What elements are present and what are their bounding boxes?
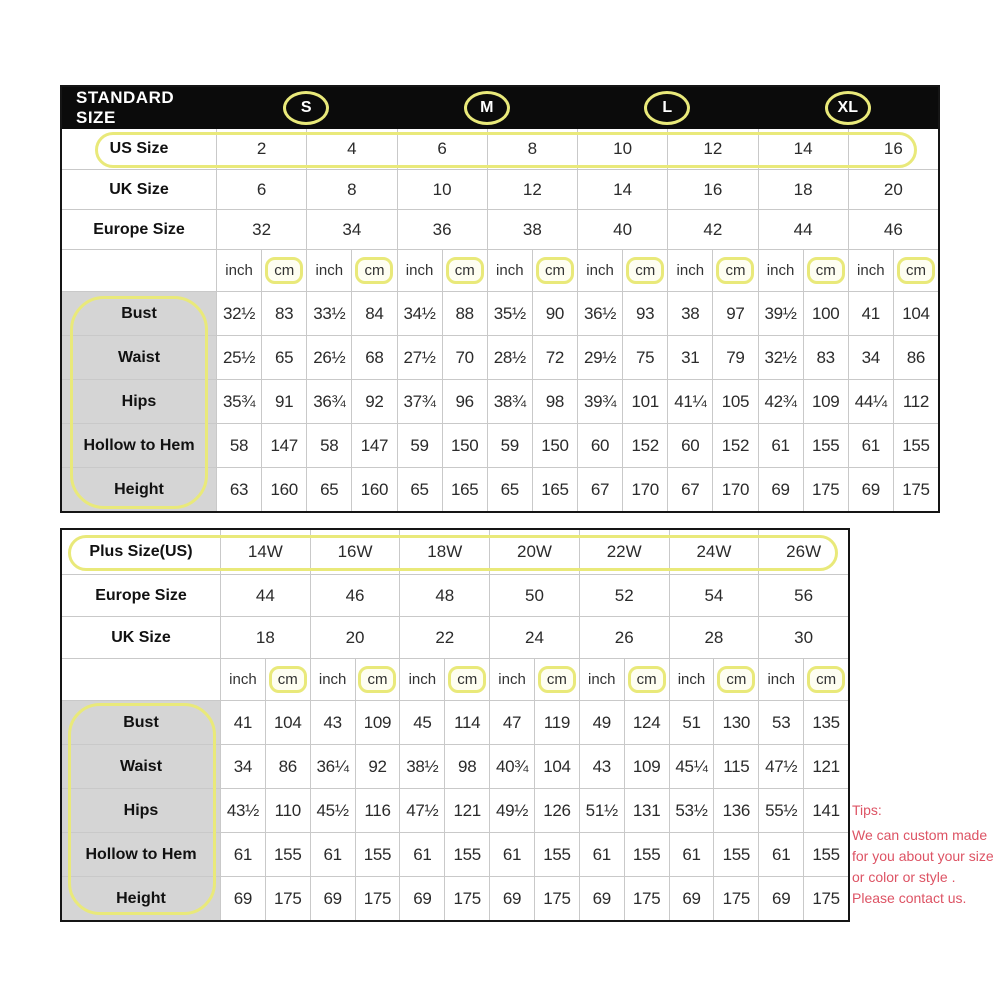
size-value: 6 [397, 129, 487, 169]
measure-value: 175 [893, 468, 938, 511]
size-value: 18W [399, 530, 489, 574]
measure-value: 165 [442, 468, 487, 511]
measure-value: 136 [713, 789, 758, 832]
measure-row-label: Hips [62, 789, 220, 832]
size-group-s [216, 91, 397, 125]
measure-value: 61 [399, 833, 444, 876]
measure-value: 104 [534, 745, 579, 788]
measure-value: 155 [624, 833, 669, 876]
size-value: 32 [216, 210, 306, 249]
measure-value: 131 [624, 789, 669, 832]
measure-value: 92 [355, 745, 400, 788]
size-value: 14W [220, 530, 310, 574]
measure-value: 70 [442, 336, 487, 379]
size-value: 30 [758, 617, 848, 658]
measure-value: 26½ [306, 336, 351, 379]
measure-value: 49 [579, 701, 624, 744]
measure-value: 155 [713, 833, 758, 876]
size-value: 8 [306, 170, 396, 209]
measure-value: 59 [397, 424, 442, 467]
size-value: 38 [487, 210, 577, 249]
inch-header: inch [667, 250, 712, 291]
measure-value: 92 [351, 380, 396, 423]
measure-value: 175 [444, 877, 489, 920]
measure-value: 28½ [487, 336, 532, 379]
measure-value: 43 [310, 701, 355, 744]
measure-value: 152 [712, 424, 757, 467]
measure-row-label: Hips [62, 380, 216, 423]
unit-row-label [62, 250, 216, 291]
inch-header: inch [758, 659, 803, 700]
standard-size-header [62, 87, 938, 129]
cm-highlight-box: cm [358, 666, 396, 693]
inch-header: inch [216, 250, 261, 291]
measure-value: 38¾ [487, 380, 532, 423]
measure-value: 97 [712, 292, 757, 335]
measure-value: 61 [758, 424, 803, 467]
measure-row-label: Height [62, 877, 220, 920]
measure-value: 121 [444, 789, 489, 832]
measure-value: 69 [669, 877, 714, 920]
measure-value: 58 [306, 424, 351, 467]
measure-value: 135 [803, 701, 848, 744]
measure-value: 69 [220, 877, 265, 920]
measure-value: 43 [579, 745, 624, 788]
measure-value: 38 [667, 292, 712, 335]
measure-value: 84 [351, 292, 396, 335]
tips-line: Please contact us. [852, 890, 967, 906]
size-value: 44 [220, 575, 310, 616]
measure-value: 109 [624, 745, 669, 788]
measure-value: 165 [532, 468, 577, 511]
measure-value: 104 [265, 701, 310, 744]
measure-value: 34 [220, 745, 265, 788]
measure-value: 100 [803, 292, 848, 335]
cm-header-cell [713, 659, 758, 700]
size-group-xl [758, 91, 939, 125]
size-value: 12 [667, 129, 757, 169]
size-value: 20 [310, 617, 400, 658]
size-value: 40 [577, 210, 667, 249]
size-value: 10 [577, 129, 667, 169]
inch-header: inch [577, 250, 622, 291]
size-row-label: US Size [109, 140, 169, 157]
size-value: 2 [216, 129, 306, 169]
measure-value: 155 [265, 833, 310, 876]
plus-size-table [60, 528, 850, 922]
size-value: 50 [489, 575, 579, 616]
measure-value: 86 [265, 745, 310, 788]
size-value: 16 [667, 170, 757, 209]
measure-value: 69 [489, 877, 534, 920]
size-row [62, 616, 848, 658]
cm-header-cell [624, 659, 669, 700]
cm-header-cell [622, 250, 667, 291]
measure-value: 65 [261, 336, 306, 379]
size-value: 16 [848, 129, 938, 169]
measure-row-label: Waist [62, 745, 220, 788]
measure-row [62, 700, 848, 744]
size-value: 36 [397, 210, 487, 249]
measure-value: 31 [667, 336, 712, 379]
inch-header: inch [669, 659, 714, 700]
size-value: 42 [667, 210, 757, 249]
measure-value: 98 [444, 745, 489, 788]
measure-value: 147 [261, 424, 306, 467]
measure-value: 175 [803, 468, 848, 511]
measure-value: 33½ [306, 292, 351, 335]
measure-value: 27½ [397, 336, 442, 379]
measure-value: 34 [848, 336, 893, 379]
unit-row [62, 658, 848, 700]
measure-value: 170 [712, 468, 757, 511]
cm-highlight-box: cm [538, 666, 576, 693]
size-circle-xl: XL [825, 91, 871, 125]
measure-value: 41 [848, 292, 893, 335]
size-row-label: UK Size [109, 180, 169, 198]
inch-header: inch [848, 250, 893, 291]
measure-value: 72 [532, 336, 577, 379]
size-value: 20W [489, 530, 579, 574]
measure-value: 39½ [758, 292, 803, 335]
measure-value: 36¼ [310, 745, 355, 788]
size-value: 52 [579, 575, 669, 616]
measure-row-label: Hollow to Hem [62, 424, 216, 467]
measure-value: 152 [622, 424, 667, 467]
inch-header: inch [399, 659, 444, 700]
measure-value: 59 [487, 424, 532, 467]
cm-highlight-box: cm [807, 666, 845, 693]
measure-value: 104 [893, 292, 938, 335]
measure-value: 155 [355, 833, 400, 876]
measure-value: 86 [893, 336, 938, 379]
measure-row-label: Waist [62, 336, 216, 379]
tips-line: or color or style . [852, 869, 956, 885]
cm-header-cell [803, 250, 848, 291]
inch-header: inch [579, 659, 624, 700]
size-value: 4 [306, 129, 396, 169]
unit-row [62, 249, 938, 291]
measure-value: 141 [803, 789, 848, 832]
size-value: 54 [669, 575, 759, 616]
measure-value: 175 [803, 877, 848, 920]
measure-value: 175 [355, 877, 400, 920]
size-circle-m: M [464, 91, 510, 125]
standard-size-title: STANDARD SIZE [76, 88, 175, 127]
measure-value: 65 [306, 468, 351, 511]
tips-note [852, 800, 1000, 909]
cm-header-cell [351, 250, 396, 291]
measure-value: 40¾ [489, 745, 534, 788]
measure-value: 109 [355, 701, 400, 744]
cm-highlight-box: cm [269, 666, 307, 693]
measure-value: 69 [848, 468, 893, 511]
measure-value: 114 [444, 701, 489, 744]
unit-row-label [62, 659, 220, 700]
measure-value: 45 [399, 701, 444, 744]
size-row-label: Plus Size(US) [89, 543, 193, 560]
size-value: 8 [487, 129, 577, 169]
cm-header-cell [712, 250, 757, 291]
measure-row [62, 335, 938, 379]
measure-value: 112 [893, 380, 938, 423]
measure-value: 69 [579, 877, 624, 920]
inch-header: inch [758, 250, 803, 291]
measure-value: 98 [532, 380, 577, 423]
inch-header: inch [220, 659, 265, 700]
measure-value: 36¾ [306, 380, 351, 423]
measure-value: 51 [669, 701, 714, 744]
measure-row [62, 876, 848, 920]
measure-value: 147 [351, 424, 396, 467]
measure-value: 160 [261, 468, 306, 511]
tips-title: Tips: [852, 802, 882, 818]
cm-highlight-box: cm [446, 257, 484, 284]
measure-value: 29½ [577, 336, 622, 379]
measure-value: 39¾ [577, 380, 622, 423]
cm-header-cell [265, 659, 310, 700]
size-value: 18 [220, 617, 310, 658]
measure-value: 109 [803, 380, 848, 423]
size-value: 10 [397, 170, 487, 209]
measure-value: 36½ [577, 292, 622, 335]
size-circle-s: S [283, 91, 329, 125]
size-row-label: Europe Size [93, 220, 185, 238]
cm-header-cell [261, 250, 306, 291]
measure-value: 60 [577, 424, 622, 467]
measure-value: 150 [532, 424, 577, 467]
measure-value: 45¼ [669, 745, 714, 788]
size-row-label: Europe Size [95, 586, 187, 604]
measure-value: 61 [489, 833, 534, 876]
measure-value: 65 [397, 468, 442, 511]
size-value: 16W [310, 530, 400, 574]
size-value: 46 [848, 210, 938, 249]
size-value: 28 [669, 617, 759, 658]
tips-line: We can custom made [852, 827, 988, 843]
measure-value: 69 [310, 877, 355, 920]
measure-value: 63 [216, 468, 261, 511]
measure-value: 115 [713, 745, 758, 788]
size-group-l [577, 91, 758, 125]
measure-value: 58 [216, 424, 261, 467]
size-value: 14 [577, 170, 667, 209]
cm-header-cell [532, 250, 577, 291]
measure-value: 42¾ [758, 380, 803, 423]
size-group-m [397, 91, 578, 125]
measure-value: 34½ [397, 292, 442, 335]
cm-highlight-box: cm [626, 257, 664, 284]
measure-value: 88 [442, 292, 487, 335]
measure-value: 75 [622, 336, 667, 379]
measure-value: 175 [624, 877, 669, 920]
cm-highlight-box: cm [448, 666, 486, 693]
measure-value: 47½ [399, 789, 444, 832]
size-value: 24W [669, 530, 759, 574]
measure-value: 32½ [758, 336, 803, 379]
measure-value: 155 [803, 833, 848, 876]
measure-value: 69 [758, 468, 803, 511]
size-value: 56 [758, 575, 848, 616]
measure-value: 130 [713, 701, 758, 744]
size-row [62, 209, 938, 249]
measure-value: 101 [622, 380, 667, 423]
size-row [62, 129, 938, 169]
measure-value: 45½ [310, 789, 355, 832]
measure-value: 175 [713, 877, 758, 920]
cm-highlight-box: cm [536, 257, 574, 284]
cm-highlight-box: cm [717, 666, 755, 693]
size-row [62, 530, 848, 574]
size-value: 14 [758, 129, 848, 169]
measure-value: 49½ [489, 789, 534, 832]
cm-highlight-box: cm [716, 257, 754, 284]
size-value: 46 [310, 575, 400, 616]
size-value: 22 [399, 617, 489, 658]
measure-value: 41¼ [667, 380, 712, 423]
measure-value: 124 [624, 701, 669, 744]
measure-value: 60 [667, 424, 712, 467]
measure-value: 44¼ [848, 380, 893, 423]
cm-highlight-box: cm [807, 257, 845, 284]
measure-value: 175 [265, 877, 310, 920]
size-value: 24 [489, 617, 579, 658]
size-row [62, 169, 938, 209]
measure-value: 47 [489, 701, 534, 744]
inch-header: inch [306, 250, 351, 291]
measure-value: 119 [534, 701, 579, 744]
measure-value: 91 [261, 380, 306, 423]
size-value: 12 [487, 170, 577, 209]
measure-value: 43½ [220, 789, 265, 832]
measure-value: 61 [669, 833, 714, 876]
cm-header-cell [444, 659, 489, 700]
size-value: 6 [216, 170, 306, 209]
measure-value: 68 [351, 336, 396, 379]
measure-row [62, 423, 938, 467]
size-value: 26W [758, 530, 848, 574]
measure-value: 61 [848, 424, 893, 467]
measure-value: 67 [667, 468, 712, 511]
measure-value: 61 [758, 833, 803, 876]
inch-header: inch [487, 250, 532, 291]
measure-value: 69 [758, 877, 803, 920]
size-value: 34 [306, 210, 396, 249]
cm-header-cell [442, 250, 487, 291]
measure-row [62, 788, 848, 832]
measure-value: 155 [534, 833, 579, 876]
cm-header-cell [355, 659, 400, 700]
measure-value: 83 [803, 336, 848, 379]
measure-value: 79 [712, 336, 757, 379]
inch-header: inch [397, 250, 442, 291]
measure-value: 61 [220, 833, 265, 876]
measure-row [62, 467, 938, 511]
size-row [62, 574, 848, 616]
size-value: 22W [579, 530, 669, 574]
measure-value: 35½ [487, 292, 532, 335]
cm-header-cell [893, 250, 938, 291]
measure-value: 110 [265, 789, 310, 832]
measure-row [62, 744, 848, 788]
measure-value: 90 [532, 292, 577, 335]
measure-value: 61 [579, 833, 624, 876]
cm-highlight-box: cm [265, 257, 303, 284]
measure-value: 155 [444, 833, 489, 876]
measure-row-label: Bust [62, 292, 216, 335]
measure-value: 55½ [758, 789, 803, 832]
measure-value: 126 [534, 789, 579, 832]
measure-value: 67 [577, 468, 622, 511]
measure-value: 53 [758, 701, 803, 744]
measure-value: 170 [622, 468, 667, 511]
measure-row [62, 291, 938, 335]
cm-highlight-box: cm [355, 257, 393, 284]
measure-value: 35¾ [216, 380, 261, 423]
measure-value: 53½ [669, 789, 714, 832]
measure-value: 41 [220, 701, 265, 744]
measure-value: 96 [442, 380, 487, 423]
cm-header-cell [534, 659, 579, 700]
measure-value: 83 [261, 292, 306, 335]
measure-value: 51½ [579, 789, 624, 832]
measure-row [62, 379, 938, 423]
size-value: 44 [758, 210, 848, 249]
measure-row [62, 832, 848, 876]
measure-value: 25½ [216, 336, 261, 379]
size-value: 18 [758, 170, 848, 209]
measure-value: 38½ [399, 745, 444, 788]
measure-value: 69 [399, 877, 444, 920]
measure-value: 150 [442, 424, 487, 467]
cm-highlight-box: cm [897, 257, 935, 284]
size-circle-l: L [644, 91, 690, 125]
measure-value: 65 [487, 468, 532, 511]
measure-value: 32½ [216, 292, 261, 335]
measure-value: 47½ [758, 745, 803, 788]
tips-line: for you about your size [852, 848, 994, 864]
measure-value: 93 [622, 292, 667, 335]
measure-value: 61 [310, 833, 355, 876]
inch-header: inch [489, 659, 534, 700]
cm-header-cell [803, 659, 848, 700]
measure-value: 160 [351, 468, 396, 511]
measure-value: 37¾ [397, 380, 442, 423]
size-value: 48 [399, 575, 489, 616]
cm-highlight-box: cm [628, 666, 666, 693]
size-row-label: UK Size [111, 628, 171, 646]
measure-row-label: Hollow to Hem [62, 833, 220, 876]
standard-size-table [60, 85, 940, 513]
measure-value: 116 [355, 789, 400, 832]
inch-header: inch [310, 659, 355, 700]
measure-row-label: Bust [62, 701, 220, 744]
measure-value: 155 [803, 424, 848, 467]
measure-value: 121 [803, 745, 848, 788]
measure-value: 155 [893, 424, 938, 467]
measure-row-label: Height [62, 468, 216, 511]
measure-value: 175 [534, 877, 579, 920]
size-value: 26 [579, 617, 669, 658]
size-value: 20 [848, 170, 938, 209]
measure-value: 105 [712, 380, 757, 423]
